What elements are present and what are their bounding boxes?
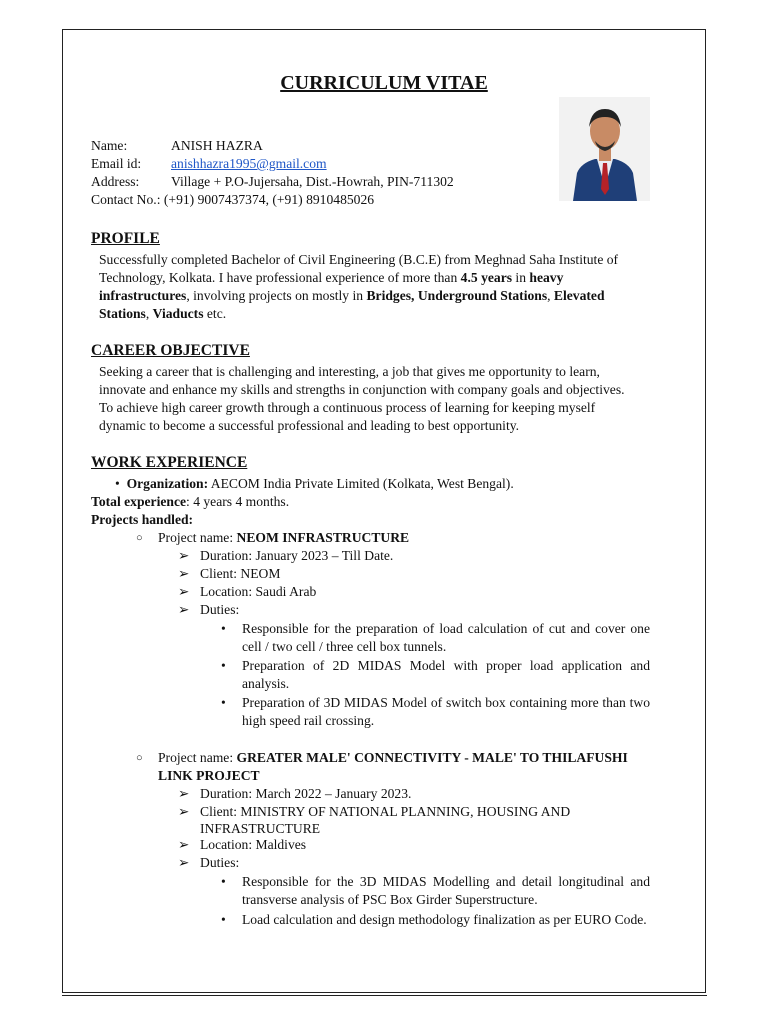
contact-line <box>91 191 374 209</box>
project-2-client-line-1: Client: MINISTRY OF NATIONAL PLANNING, HOUSING AND <box>200 804 571 819</box>
profile-text: , involving projects on mostly in <box>186 288 367 303</box>
arrow-icon: ➢ <box>178 786 190 801</box>
profile-bold-stations: Stations <box>99 306 146 321</box>
profile-bold-years: 4.5 years <box>460 270 513 285</box>
project-2-location: Location: Maldives <box>200 837 307 852</box>
objective-line-4: dynamic to become a successful professional and leading to best opportunity. <box>99 418 520 433</box>
profile-text: , <box>547 288 554 303</box>
project-1-duty-3: Preparation of 3D MIDAS Model of switch box containing more than two high speed rail crossing. <box>242 695 650 728</box>
profile-text: etc. <box>203 306 227 321</box>
bullet-icon: • <box>221 658 226 673</box>
project-1-duty-1: Responsible for the preparation of load calculation of cut and cover one cell / two cell / three cell box tunnels. <box>242 621 650 654</box>
profile-bold-viaducts: Viaducts <box>152 306 204 321</box>
project-1-duties-label: Duties: <box>200 602 240 617</box>
bullet-icon: • <box>221 621 226 636</box>
arrow-icon: ➢ <box>178 837 190 852</box>
email-label: Email id: <box>91 156 142 171</box>
hollow-bullet-icon: ○ <box>136 752 143 764</box>
profile-bold-elevated: Elevated <box>553 288 605 303</box>
name-value: ANISH HAZRA <box>171 138 263 153</box>
address-value: Village + P.O-Jujersaha, Dist.-Howrah, PIN-711302 <box>171 174 454 189</box>
page-border-bottom <box>62 995 707 996</box>
project-1-duty-2: Preparation of 2D MIDAS Model with proper load application and analysis. <box>242 658 650 691</box>
arrow-icon: ➢ <box>178 584 190 599</box>
project-1-client: Client: NEOM <box>200 566 281 581</box>
objective-line-3: To achieve high career growth through a continuous process of learning for keeping myself <box>99 400 596 415</box>
project-2-client-line-2: INFRASTRUCTURE <box>200 821 321 836</box>
arrow-icon: ➢ <box>178 602 190 617</box>
email-link[interactable]: anishhazra1995@gmail.com <box>171 156 327 171</box>
project-2-name-line-1 <box>158 749 628 767</box>
profile-text: in <box>512 270 530 285</box>
profile-bold-bridges: Bridges, Underground Stations <box>366 288 548 303</box>
bullet-icon: • <box>221 695 226 710</box>
total-experience-value: : 4 years 4 months. <box>186 494 290 509</box>
profile-text: Technology, Kolkata. I have professional experience of more than <box>99 270 461 285</box>
project-2-duty-2: Load calculation and design methodology finalization as per EURO Code. <box>242 912 647 927</box>
profile-photo <box>559 97 650 201</box>
organization-line <box>115 475 514 493</box>
arrow-icon: ➢ <box>178 855 190 870</box>
work-heading: WORK EXPERIENCE <box>91 454 248 471</box>
name-label: Name: <box>91 138 128 153</box>
address-label: Address: <box>91 174 140 189</box>
project-name-label: Project name: <box>158 750 237 765</box>
profile-line-3 <box>99 287 605 305</box>
profile-line-2 <box>99 269 563 287</box>
profile-bold-heavy: heavy <box>529 270 564 285</box>
profile-bold-infra: infrastructures <box>99 288 187 303</box>
project-2-name: GREATER MALE' CONNECTIVITY - MALE' TO THILAFUSHI <box>236 750 628 765</box>
project-name-label: Project name: <box>158 530 237 545</box>
profile-text: , <box>145 306 153 321</box>
project-1-location: Location: Saudi Arab <box>200 584 317 599</box>
bullet-icon: • <box>115 476 120 491</box>
profile-line-1: Successfully completed Bachelor of Civil Engineering (B.C.E) from Meghnad Saha Institute of <box>99 252 619 267</box>
project-1-duration: Duration: January 2023 – Till Date. <box>200 548 394 563</box>
project-2-duration: Duration: March 2022 – January 2023. <box>200 786 412 801</box>
objective-heading: CAREER OBJECTIVE <box>91 342 250 359</box>
hollow-bullet-icon: ○ <box>136 532 143 544</box>
organization-value: AECOM India Private Limited (Kolkata, West Bengal). <box>208 476 514 491</box>
profile-heading: PROFILE <box>91 230 160 247</box>
project-1-name: NEOM INFRASTRUCTURE <box>236 530 410 545</box>
contact-value: (+91) 9007437374, (+91) 8910485026 <box>163 192 375 207</box>
bullet-icon: • <box>221 874 226 889</box>
arrow-icon: ➢ <box>178 566 190 581</box>
arrow-icon: ➢ <box>178 548 190 563</box>
document-title: CURRICULUM VITAE <box>280 72 488 94</box>
arrow-icon: ➢ <box>178 804 190 819</box>
contact-label: Contact No.: <box>91 192 161 207</box>
profile-line-4 <box>99 305 226 323</box>
project-1-name-line <box>158 529 409 547</box>
total-experience-line <box>91 493 289 511</box>
total-experience-label: Total experience <box>91 494 187 509</box>
bullet-icon: • <box>221 912 226 927</box>
project-2-duties-label: Duties: <box>200 855 240 870</box>
projects-handled-label: Projects handled: <box>91 512 194 527</box>
organization-label: Organization: <box>126 476 209 491</box>
project-2-name-line-2: LINK PROJECT <box>158 768 260 783</box>
objective-line-2: innovate and enhance my skills and strengths in conjunction with company goals and objectives. <box>99 382 625 397</box>
project-2-duty-1: Responsible for the 3D MIDAS Modelling and detail longitudinal and transverse analysis of PSC Box Girder Superstructure. <box>242 874 650 907</box>
objective-line-1: Seeking a career that is challenging and interesting, a job that gives me opportunity to learn, <box>99 364 600 379</box>
